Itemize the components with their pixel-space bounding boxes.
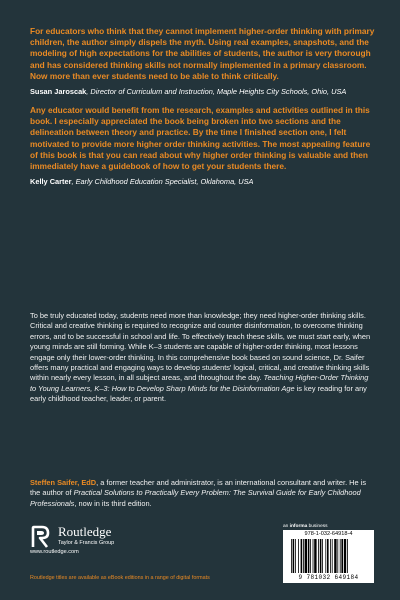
barcode-bar [330, 539, 331, 573]
description-text: To be truly educated today, students need more than knowledge; they need higher-order thinking skills. Critical and creative thinking is required to recognize and counter disinformation, to overcome thinking errors, and to be successful in school and life. To effectively teach these skills, we must start early, when young minds are still forming. While K–3 students are capable of higher-order thinking, most lessons engage only their lower-order thinking. In this comprehensive book based on sound science, Dr. Saifer offers many practical and engaging ways to develop students' logical, critical, and creative thinking skills within nearly every lesson, in all subject areas, and throughout the day. [30, 311, 371, 383]
publisher-tagline: Taylor & Francis Group [58, 540, 115, 546]
endorsement-attribution [30, 177, 375, 187]
book-description [30, 311, 375, 405]
isbn-label: 978-1-032-64918-4 [304, 531, 353, 537]
author-bio [30, 478, 375, 509]
barcode-bar [332, 539, 333, 573]
barcode-bar [325, 539, 326, 573]
bio-text: , now in its third edition. [74, 498, 152, 508]
isbn-digits: 9 781032 649184 [298, 574, 359, 581]
publisher-name: Routledge [58, 524, 112, 539]
book-title: Teaching Higher-Order Thinking to Young Learners, K–3: How to Develop Sharp Minds for the Disinformation Age [30, 373, 369, 393]
informa-imprint: an informa business [283, 524, 328, 529]
routledge-logo-icon [30, 525, 52, 549]
endorsement-quote: For educators who think that they cannot implement higher-order thinking with primary children, the author simply dispels the myth. Using real examples, snapshots, and the modeling of high expectations for the abilities of students, the author is very thorough and has considered thinking skills not normally implemented in a primary classroom. Now more than ever students need to be able to think critically. [30, 26, 375, 81]
publisher-website: www.routledge.com [30, 549, 79, 555]
endorser-role: , Director of Curriculum and Instruction, Maple Heights City Schools, Ohio, USA [86, 87, 347, 97]
barcode-bar [337, 539, 338, 573]
barcode-bar [310, 539, 311, 573]
barcode-bar [320, 539, 322, 573]
other-book-title: Practical Solutions to Practically Every Problem: The Survival Guide for Early Childhood Professionals [30, 488, 361, 508]
barcode-bar [341, 539, 343, 573]
informa-brand: informa [289, 524, 308, 529]
barcode-bar [314, 539, 316, 573]
endorsements [30, 26, 375, 195]
endorser-name: Susan Jaroscak [30, 87, 87, 97]
barcode-bars [291, 539, 366, 573]
barcode-bar [318, 539, 319, 573]
barcode-bar [327, 539, 329, 573]
ebook-note: Routledge titles are available as eBook editions in a range of digital formats [30, 575, 210, 581]
barcode-bar [313, 539, 314, 573]
barcode-bar [347, 539, 348, 573]
barcode-bar [303, 539, 304, 573]
author-name: Steffen Saifer, EdD [30, 478, 97, 487]
barcode-bar [344, 539, 346, 573]
barcode-bar [308, 539, 310, 573]
barcode-bar [295, 539, 296, 573]
barcode-bar [334, 539, 336, 573]
barcode-bar [293, 539, 295, 573]
barcode-bar [291, 539, 292, 573]
isbn-barcode [283, 530, 374, 583]
barcode-bar [322, 539, 323, 573]
endorser-role: , Early Childhood Education Specialist, Oklahoma, USA [71, 177, 254, 187]
bio-text: , a former teacher and administrator, is an international consultant and writer. He is the author of [30, 478, 367, 498]
description-text: is key reading for any early childhood teacher, leader, or parent. [30, 383, 367, 404]
barcode-bar [298, 539, 299, 573]
endorser-name: Kelly Carter [30, 177, 72, 187]
barcode-bar [305, 539, 307, 573]
endorsement-quote: Any educator would benefit from the research, examples and activities outlined in this book. I especially appreciated the book being broken into two sections and the delineation between theory and practice. By the time I finished section one, I felt motivated to provide more higher order thinking activities. The most appealing feature of this book is that you can read about why higher order thinking is valuable and then immediately have a guidebook of how to get your students there. [30, 105, 371, 172]
barcode-bar [301, 539, 303, 573]
endorsement-attribution [30, 87, 375, 97]
barcode-bar [340, 539, 341, 573]
publisher-logo [30, 523, 230, 563]
